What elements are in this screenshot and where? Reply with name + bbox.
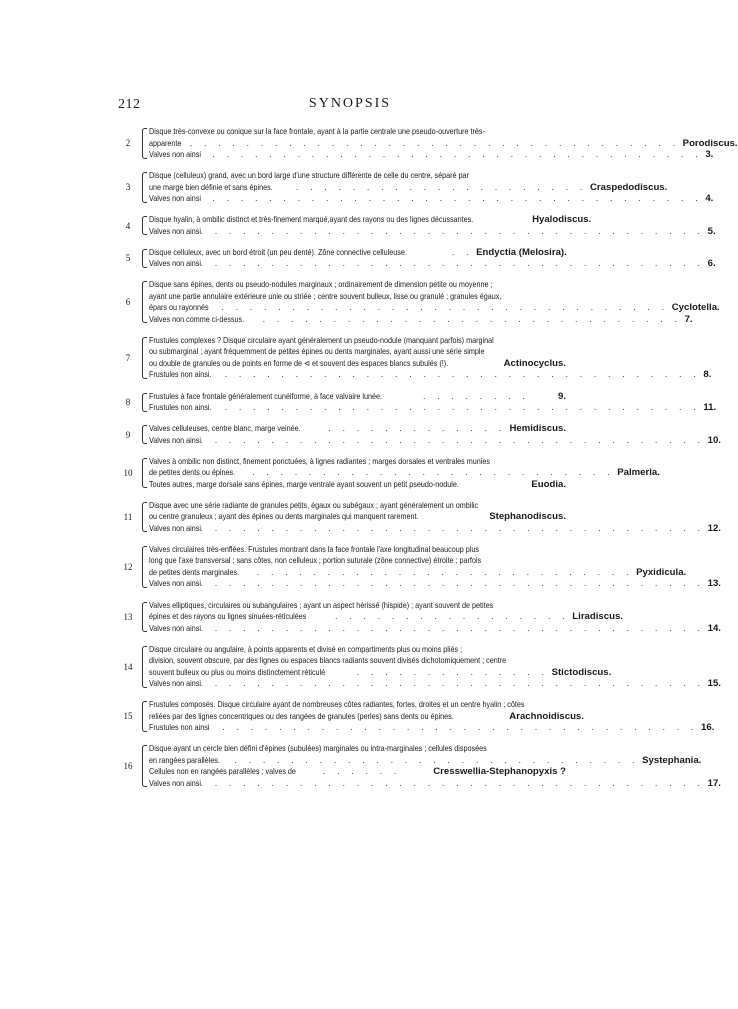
- key-line-text: une marge bien définie et sans épines.: [149, 181, 273, 192]
- key-target: 4.: [705, 193, 714, 205]
- key-line: [149, 369, 712, 381]
- dot-leader: . . . . . . . . . . . . . . . . . . . . . . . . . . . . . . . . . .: [224, 402, 701, 413]
- key-line-text: Cellules non en rangées parallèles ; valves de: [149, 766, 296, 777]
- key-line: [149, 511, 566, 523]
- key-line-text: en rangées parallèles.: [149, 754, 220, 765]
- key-line-text: Frustules à face frontale généralement cunéiforme, à face valvaire lunée.: [149, 390, 383, 401]
- key-line-text: Disque celluleux, avec un bord étroit (un peu denté). Zône connective celluleuse.: [149, 246, 407, 257]
- dot-leader: . . . . . . . . . . . . . . . . . . . . . . . . . . . . . . . .: [221, 302, 669, 313]
- key-line: [149, 766, 566, 778]
- key-line-text: Frustules non ainsi: [149, 722, 210, 733]
- dot-leader: . . . . . . . . . . . . . . . . . . . . . . . . . . . . . . . . . . .: [214, 225, 705, 236]
- brace: [142, 128, 147, 159]
- key-line-text: Disque hyalin, à ombilic distinct et très-finement marqué,ayant des rayons ou des lignes décussantes.: [149, 214, 474, 225]
- key-line: [149, 181, 668, 194]
- couplet-number: 6: [125, 297, 131, 308]
- key-line-text: Disque (celluleux) grand, avec un bord large d'une structure différente de celle du centre, séparé par: [149, 170, 469, 181]
- key-line-text: Disque circulaire ou angulaire, à points apparents et divisé en compartiments plus ou moins pliés ;: [149, 643, 463, 654]
- key-target: Stephanodiscus.: [489, 511, 566, 523]
- key-line-text: Frustules complexes ? Disque circulaire ayant généralement un pseudo-nodule (manquant parfois) marginal: [149, 334, 494, 345]
- dot-leader: . . . . . .: [322, 766, 401, 777]
- key-target: 8.: [703, 369, 712, 381]
- key-line: [149, 456, 566, 468]
- key-line: [149, 247, 566, 259]
- key-line: [149, 225, 716, 238]
- key-target: Systephania.: [642, 754, 702, 766]
- key-line: [149, 655, 566, 667]
- key-line-text: Valves non ainsi.: [149, 434, 203, 445]
- couplet: [118, 455, 660, 491]
- couplet-number: 10: [123, 468, 133, 478]
- couplet: [118, 279, 720, 325]
- key-line: [149, 555, 566, 567]
- key-line-text: Valves non ainsi.: [149, 522, 203, 533]
- couplet-number: 9: [125, 429, 131, 440]
- page-number: 212: [118, 97, 141, 112]
- key-line: [149, 743, 566, 755]
- key-target: Cyclotella.: [671, 302, 720, 314]
- dot-leader: . . . . . . . . . . . . . . . . . . . . . . . . . . . . . . . . . . .: [189, 137, 680, 148]
- couplet-number: 5: [125, 253, 131, 264]
- key-line: [149, 170, 566, 182]
- key-line-text: Disque avec une série radiante de granules petits, égaux ou subégaux ; ayant généralement un ombilic: [149, 499, 479, 510]
- key-target: 9.: [557, 390, 566, 402]
- brace: [142, 458, 147, 489]
- key-line-text: Valves non ainsi.: [149, 777, 203, 788]
- dot-leader: . . . . . . . . . . . . . . . . . . . . . . . . . . . . . . . . . . .: [214, 258, 705, 269]
- dot-leader: . . . . . . . . . . . . . . . . . . . . . . . . . . . . . . . . . . .: [214, 522, 705, 533]
- key-line-text: Valves non comme ci-dessus.: [149, 313, 245, 324]
- key-line: [149, 335, 566, 347]
- key-line-text: Valves non ainsi: [149, 193, 201, 204]
- brace: [142, 646, 147, 688]
- key-target: Arachnoidiscus.: [509, 710, 584, 722]
- key-line-text: Valves non ainsi.: [149, 578, 203, 589]
- key-line: [149, 522, 721, 535]
- dot-leader: . . . . . . . . . . . . . . . . . . . . . . . . . . . . . . . . . . .: [214, 434, 705, 445]
- key-line: [149, 699, 566, 711]
- couplet: [118, 170, 714, 205]
- key-line: [149, 644, 566, 656]
- couplet-number: 11: [123, 512, 133, 523]
- brace: [142, 425, 147, 444]
- dot-leader: . . . . . . . . . . . . . . . . . . . . . . . . . .: [252, 467, 615, 478]
- key-line-text: Frustules non ainsi.: [149, 402, 212, 413]
- dot-leader: . . . . . . . . . . . . . . . . . . . . . . . . . . . . . . . . . . .: [212, 149, 703, 159]
- brace: [142, 602, 147, 633]
- key-target: Palmeria.: [617, 467, 660, 479]
- key-target: 14.: [707, 622, 721, 634]
- couplet-number: 2: [125, 138, 131, 149]
- key-line-text: Valves celluleuses, centre blanc, marge veinée.: [149, 423, 301, 434]
- key-target: 12.: [707, 522, 721, 534]
- dot-leader: . . . . . . . . . . . . . .: [356, 666, 549, 677]
- couplet: [118, 599, 721, 635]
- brace: [142, 393, 147, 412]
- key-line-text: Valves elliptiques, circulaires ou subangulaires ; ayant un aspect hérissé (hispide) ; ayant souvent de petites: [149, 599, 494, 610]
- key-target: 11.: [703, 402, 717, 414]
- brace: [142, 249, 147, 268]
- key-line-text: Valves non ainsi.: [149, 622, 203, 633]
- key-line-text: ayant une partie annulaire extérieure unie ou striée ; centre souvent bulleux, lisse ou granulé ; granules égaux,: [149, 290, 502, 301]
- key-line: [149, 126, 566, 138]
- key-line: [149, 313, 693, 326]
- key-target: 10.: [707, 434, 721, 446]
- key-line-text: reliées par des lignes concentriques ou des rangées de granules (perles) sans dents ou épines.: [149, 710, 454, 721]
- couplet-number: 7: [125, 352, 131, 363]
- couplet: [118, 499, 721, 535]
- key-line: [149, 479, 566, 491]
- dot-leader: . . . . . . . . . . . . . . . . . . . . . . . . . . . . . .: [262, 313, 682, 324]
- key-line: [149, 467, 660, 479]
- key-line: [149, 193, 714, 205]
- dot-leader: . . . . . . . .: [422, 390, 530, 401]
- key-line: [149, 291, 566, 303]
- couplet-number: 3: [125, 182, 131, 193]
- key-line: [149, 578, 721, 590]
- brace: [142, 216, 147, 235]
- couplet: [118, 390, 717, 414]
- key-line-text: ou double de granules ou de points en forme de ⊲ et souvent des espaces blancs subulés (!).: [149, 357, 449, 368]
- key-line-text: apparente: [149, 137, 182, 148]
- couplet: [118, 743, 721, 789]
- dot-leader: . . . . . . . . . . . . . . . . . . . . . . . . . . . . . . . . . . .: [212, 193, 703, 204]
- dot-leader: . . . . . . . . . . . . . . . . . . . . . . . . . . . . . . . . . . .: [214, 777, 705, 788]
- key-target: Porodiscus.: [682, 137, 738, 149]
- key-line-text: Frustules non ainsi.: [149, 369, 212, 380]
- key-target: 16.: [701, 722, 715, 734]
- key-line: [149, 434, 721, 447]
- key-line: [149, 137, 738, 150]
- key-line-text: Valves non ainsi: [149, 149, 201, 159]
- key-line: [149, 566, 687, 579]
- couplet-number: 14: [123, 661, 133, 672]
- key-target: 13.: [707, 578, 721, 590]
- brace: [142, 745, 147, 787]
- key-target: Liradiscus.: [572, 611, 623, 623]
- key-line-text: épines et des rayons ou lignes sinuées-réticulées: [149, 611, 307, 622]
- dot-leader: . . . . . . . . . . . . . . . . . . . . . . . . . . . . . . . . . . .: [214, 678, 705, 689]
- key-target: 3.: [705, 149, 714, 160]
- key-line-text: long que l'axe transversal ; sans côtes, non celluleux ; portion suturale (zône connective) étroite ; parfois: [149, 555, 482, 566]
- key-line: [149, 500, 566, 512]
- key-target: Euodia.: [531, 478, 566, 490]
- key-line-text: division, souvent obscure, par des lignes ou espaces blancs radiants souvent divisés dichotomiquement ; centre: [149, 655, 507, 666]
- key-target: 17.: [707, 777, 721, 789]
- key-line-text: ou centre granuleux ; ayant des épines ou dents marginales qui manquent rarement.: [149, 511, 419, 522]
- couplet-number: 13: [123, 611, 133, 622]
- dot-leader: . . . . . . . . . . . . . . . . . . . . . . . . . . . . . . . . . .: [222, 722, 699, 733]
- key-line-text: Valves circulaires très-enflées. Frustules montrant dans la face frontale l'axe longitudinal beaucoup plus: [149, 543, 479, 554]
- key-line: [149, 666, 612, 679]
- brace: [142, 701, 147, 732]
- brace: [142, 281, 147, 323]
- couplet-number: 8: [125, 397, 131, 408]
- key-target: Actinocyclus.: [503, 357, 566, 369]
- dot-leader: . . . . . . . . . . . . . . . . . . . . .: [295, 181, 587, 192]
- key-line: [149, 611, 623, 623]
- dot-leader: . . . . . . . . . . . . . . . . . . . . . . . . . . .: [256, 566, 634, 577]
- couplet-number: 15: [123, 711, 133, 722]
- brace: [142, 502, 147, 533]
- key-line: [149, 423, 566, 435]
- couplet: [118, 699, 715, 734]
- key-line: [149, 710, 584, 723]
- dot-leader: . . . . . . . . . . . . . . . . . . . . . . . . . . . . .: [234, 754, 640, 765]
- key-line: [149, 279, 566, 291]
- key-line: [149, 622, 721, 635]
- brace: [142, 546, 147, 588]
- key-line-text: Valves non ainsi.: [149, 258, 203, 269]
- couplet: [118, 126, 738, 161]
- key-line: [149, 149, 714, 161]
- key-line-text: Toutes autres, marge dorsale sans épines, marge ventrale ayant souvent un petit pseudo-nodule.: [149, 478, 459, 489]
- key-line: [149, 258, 716, 270]
- key-line: [149, 777, 721, 790]
- key-line-text: Frustules composés. Disque circulaire ayant de nombreuses côtes radiantes, fortes, droites et un centre hyalin ; côtes: [149, 699, 525, 710]
- key-target: Hemidiscus.: [509, 423, 566, 435]
- key-line-text: de petites dents ou épines.: [149, 467, 236, 478]
- dot-leader: . .: [451, 246, 474, 257]
- key-line: [149, 214, 592, 226]
- couplet-number: 12: [123, 561, 133, 572]
- page-title: SYNOPSIS: [308, 96, 392, 111]
- key-line-text: épars ou rayonnés: [149, 302, 209, 313]
- key-line: [149, 678, 721, 690]
- dot-leader: . . . . . . . . . . . . . . . . . . . . . . . . . . . . . . . . . . .: [214, 578, 705, 589]
- key-line-text: Valves à ombilic non distinct, finement ponctuées, à lignes radiantes ; marges dorsales et ventrales munies: [149, 455, 490, 466]
- key-line-text: souvent bulleux ou plus ou moins distinctement réticulé: [149, 666, 326, 677]
- key-line-text: Disque sans épines, dents ou pseudo-nodules marginaux ; ordinairement de dimension petite ou moyenne ;: [149, 279, 493, 290]
- key-line-text: ou submarginal ; ayant fréquemment de petites épines ou dents marginales, ayant aussi une série simple: [149, 346, 485, 357]
- couplet-number: 4: [125, 220, 131, 231]
- key-target: 6.: [707, 258, 716, 270]
- couplet: [118, 246, 716, 270]
- key-line: [149, 358, 566, 370]
- key-line: [149, 302, 720, 314]
- couplet: [118, 423, 721, 446]
- key-line-text: Disque ayant un cercle bien défini d'épines (subulées) marginales ou intra-marginales ; cellules disposées: [149, 743, 487, 754]
- key-line: [149, 346, 566, 358]
- key-line-text: Valves non ainsi.: [149, 678, 203, 689]
- key-target: 7.: [684, 313, 693, 325]
- brace: [142, 172, 147, 203]
- couplet: [118, 543, 721, 590]
- key-target: Pyxidicula.: [636, 566, 687, 578]
- key-line-text: de petites dents marginales.: [149, 566, 240, 577]
- key-target: 15.: [707, 678, 721, 690]
- key-target: Cresswellia-Stephanopyxis ?: [433, 766, 566, 778]
- couplet: [118, 643, 721, 690]
- key-line: [149, 754, 702, 767]
- dot-leader: . . . . . . . . . . . . . . . . . . . . . . . . . . . . . . . . . . .: [214, 622, 705, 633]
- key-line: [149, 402, 717, 414]
- key-line-text: Valves non ainsi.: [149, 225, 203, 236]
- key-line: [149, 544, 566, 556]
- key-line: [149, 600, 566, 612]
- key-line: [149, 722, 715, 734]
- key-line: [149, 391, 566, 403]
- key-target: 5.: [707, 225, 716, 237]
- couplet: [118, 334, 712, 381]
- brace: [142, 337, 147, 379]
- dot-leader: . . . . . . . . . . . . . . . . . . . . . . . . . . . . . . . . . .: [224, 369, 701, 380]
- identification-key: [118, 126, 738, 789]
- key-target: Stictodiscus.: [551, 666, 612, 678]
- couplet: [118, 214, 716, 237]
- key-target: Hyalodiscus.: [532, 214, 592, 226]
- dot-leader: . . . . . . . . . . . . .: [328, 423, 506, 434]
- key-target: Endyctia (Melosira).: [476, 246, 567, 258]
- key-line-text: Disque très-convexe ou conique sur la face frontale, ayant à la partie centrale une pseudo-ouverture très-: [149, 126, 485, 136]
- dot-leader: . . . . . . . . . . . . . . . . .: [334, 611, 570, 622]
- couplet-number: 16: [123, 761, 133, 772]
- key-target: Craspedodiscus.: [590, 181, 668, 193]
